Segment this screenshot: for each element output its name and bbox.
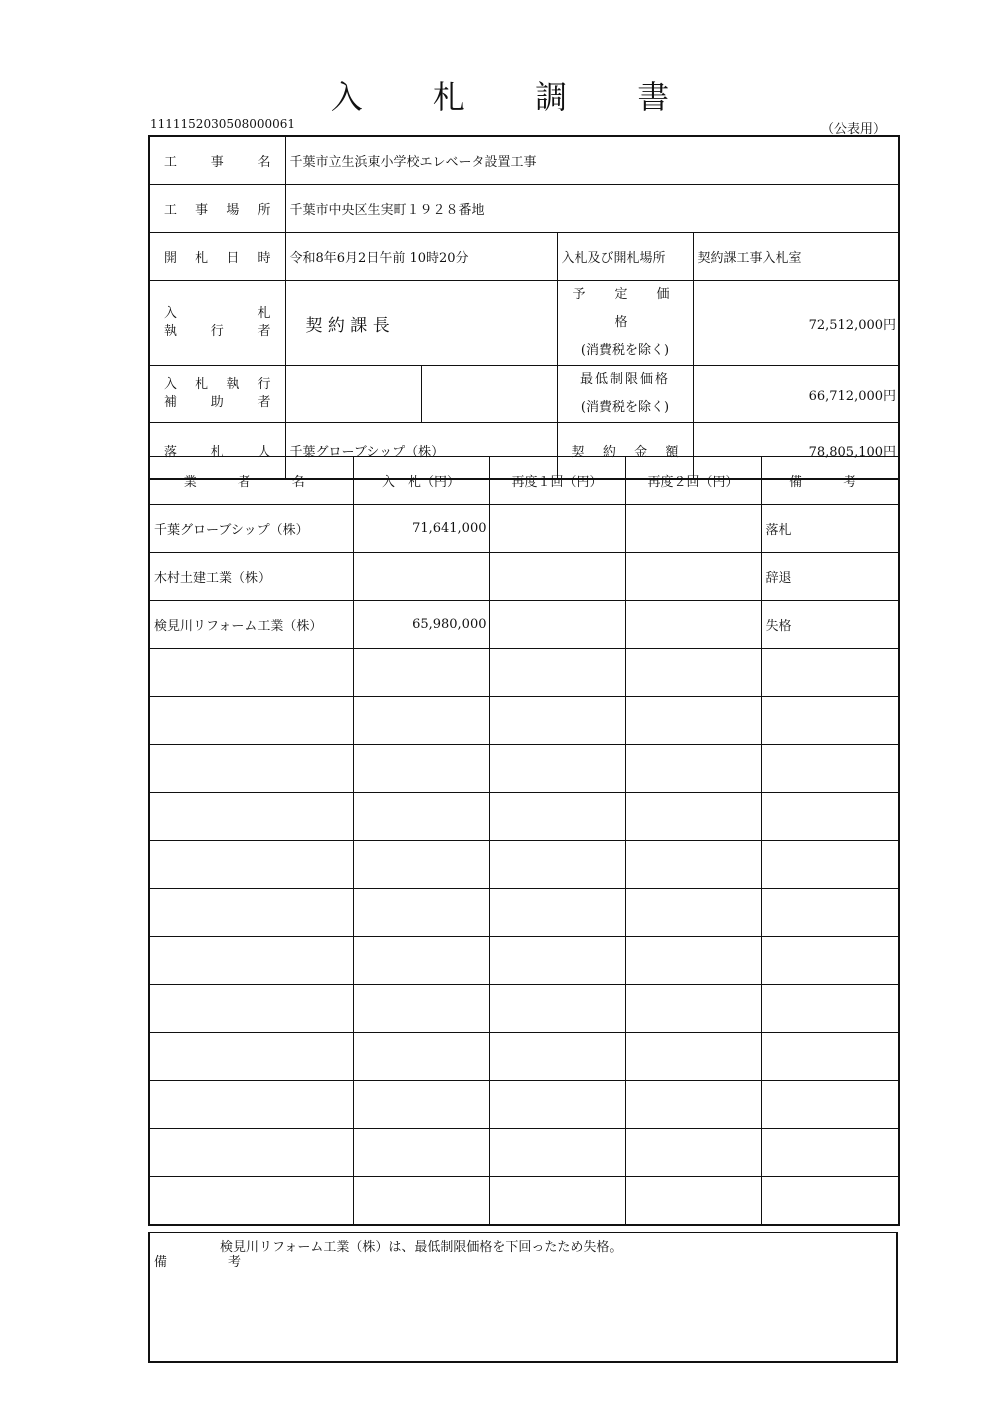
bid-bid-cell: 71,641,000 (353, 505, 489, 553)
planned-price-note: (消費税を除く) (580, 343, 670, 358)
assistant-label (149, 366, 285, 423)
work-place-value: 千葉市中央区生実町１９２８番地 (285, 185, 899, 233)
bid-rebid-1-cell (489, 889, 625, 937)
bid-remarks-cell (761, 745, 899, 793)
work-place-row (149, 185, 899, 233)
bid-remarks-cell (761, 649, 899, 697)
bid-company-cell (149, 649, 353, 697)
bid-company-cell (149, 745, 353, 793)
opening-row (149, 233, 899, 281)
remarks-label: 備 考 (154, 1255, 266, 1270)
bid-remarks-cell (761, 1033, 899, 1081)
bid-company-cell (149, 1033, 353, 1081)
bid-row (149, 1129, 899, 1177)
assistant-value-1 (285, 366, 421, 423)
bid-rebid-1-cell (489, 649, 625, 697)
header-bid-text: 入 札（円） (381, 475, 460, 490)
assistant-row (149, 366, 899, 423)
remarks-box (148, 1232, 898, 1363)
bid-remarks-cell (761, 889, 899, 937)
document-number: 1111152030508000061 (150, 117, 296, 131)
bid-remarks-cell (761, 1129, 899, 1177)
min-price-label (557, 366, 693, 423)
bid-company-cell: 検見川リフォーム工業（株） (149, 601, 353, 649)
header-remarks-text: 備 考 (789, 475, 871, 490)
bid-company-cell (149, 1081, 353, 1129)
bid-company-cell: 木村土建工業（株） (149, 553, 353, 601)
executor-value: 契 約 課 長 (285, 281, 557, 366)
info-table (148, 135, 900, 480)
assistant-value-2 (421, 366, 557, 423)
header-remarks (761, 457, 899, 505)
page-title: 入 札 調 書 (330, 78, 700, 116)
publication-label: （公表用） (820, 122, 886, 137)
bid-rebid-2-cell (625, 841, 761, 889)
bid-company-cell (149, 793, 353, 841)
bid-rebid-1-cell (489, 841, 625, 889)
bid-rebid-1-cell (489, 553, 625, 601)
bid-remarks-cell (761, 985, 899, 1033)
bid-rebid-1-cell (489, 505, 625, 553)
min-price-note: (消費税を除く) (580, 400, 670, 415)
work-name-label: 工 事 名 (149, 136, 285, 185)
contract-amount-value: 78,805,100円 (693, 423, 899, 480)
bid-row (149, 841, 899, 889)
planned-price-label (557, 281, 699, 366)
header-company (149, 457, 353, 505)
bid-company-cell (149, 985, 353, 1033)
bid-remarks-cell: 落札 (761, 505, 899, 553)
bid-rebid-2-cell (625, 1081, 761, 1129)
bid-remarks-cell (761, 937, 899, 985)
bid-row (149, 937, 899, 985)
bid-company-cell (149, 937, 353, 985)
contract-amount-label: 契 約 金 額 (557, 423, 693, 480)
bid-rebid-2-cell (625, 937, 761, 985)
winner-value: 千葉グローブシップ（株） (285, 423, 557, 480)
bid-rebid-2-cell (625, 697, 761, 745)
bid-row (149, 985, 899, 1033)
bid-row (149, 745, 899, 793)
bid-remarks-cell (761, 697, 899, 745)
bid-rebid-1-cell (489, 1081, 625, 1129)
bid-rebid-1-cell (489, 697, 625, 745)
bid-rebid-1-cell (489, 1129, 625, 1177)
bid-row (149, 1081, 899, 1129)
bid-bid-cell (353, 1129, 489, 1177)
executor-label-line1: 入 札 (164, 306, 271, 321)
bid-bid-cell (353, 985, 489, 1033)
bid-rebid-2-cell (625, 1129, 761, 1177)
bid-bid-cell (353, 937, 489, 985)
bid-bid-cell (353, 841, 489, 889)
bid-company-cell (149, 1129, 353, 1177)
bid-bid-cell (353, 1177, 489, 1226)
bid-bid-cell (353, 649, 489, 697)
bid-rebid-1-cell (489, 1033, 625, 1081)
bid-rebid-2-cell (625, 889, 761, 937)
bid-company-cell (149, 841, 353, 889)
bid-row (149, 889, 899, 937)
bid-row (149, 793, 899, 841)
bids-header-row (149, 457, 899, 505)
assistant-label-line2: 補 助 者 (164, 395, 271, 410)
bid-rebid-2-cell (625, 1177, 761, 1226)
header-company-text: 業 者 名 (183, 475, 319, 490)
bid-rebid-1-cell (489, 985, 625, 1033)
venue-value: 契約課工事入札室 (693, 233, 899, 281)
bid-bid-cell (353, 1081, 489, 1129)
bid-rebid-1-cell (489, 793, 625, 841)
bid-bid-cell (353, 1033, 489, 1081)
bid-rebid-2-cell (625, 793, 761, 841)
assistant-label-line1: 入 札 執 行 (164, 377, 271, 392)
bid-bid-cell (353, 793, 489, 841)
bid-rebid-2-cell (625, 745, 761, 793)
bid-remarks-cell (761, 793, 899, 841)
header-bid (353, 457, 489, 505)
bid-row (149, 1177, 899, 1226)
bid-remarks-cell (761, 1177, 899, 1226)
bid-rebid-2-cell (625, 505, 761, 553)
bid-bid-cell (353, 697, 489, 745)
executor-row (149, 281, 899, 366)
header-rebid-2-text: 再度２回（円） (647, 475, 739, 490)
bid-rebid-1-cell (489, 937, 625, 985)
bid-rebid-2-cell (625, 985, 761, 1033)
bid-company-cell (149, 1177, 353, 1226)
bid-rebid-2-cell (625, 601, 761, 649)
bid-rebid-1-cell (489, 601, 625, 649)
opening-value: 令和8年6月2日午前 10時20分 (285, 233, 557, 281)
bid-row (149, 697, 899, 745)
header-rebid-1 (489, 457, 625, 505)
bid-row (149, 553, 899, 601)
min-price-value: 66,712,000円 (693, 366, 899, 423)
bid-rebid-1-cell (489, 745, 625, 793)
bid-remarks-cell: 辞退 (761, 553, 899, 601)
bids-table (148, 456, 900, 1226)
bid-rebid-1-cell (489, 1177, 625, 1226)
bid-company-cell: 千葉グローブシップ（株） (149, 505, 353, 553)
work-name-row (149, 136, 899, 185)
bid-row (149, 601, 899, 649)
bid-company-cell (149, 889, 353, 937)
executor-label (149, 281, 285, 366)
header-rebid-1-text: 再度１回（円） (511, 475, 603, 490)
header-rebid-2 (625, 457, 761, 505)
bid-remarks-cell (761, 1081, 899, 1129)
bid-bid-cell (353, 553, 489, 601)
opening-label: 開 札 日 時 (149, 233, 285, 281)
bid-remarks-cell: 失格 (761, 601, 899, 649)
venue-label: 入札及び開札場所 (557, 233, 693, 281)
min-price-label-text: 最低制限価格 (579, 372, 670, 387)
bid-bid-cell (353, 889, 489, 937)
winner-label: 落 札 人 (149, 423, 285, 480)
bid-row (149, 1033, 899, 1081)
remarks-text: 検見川リフォーム工業（株）は、最低制限価格を下回ったため失格。 (220, 1240, 623, 1255)
bid-bid-cell (353, 745, 489, 793)
bid-remarks-cell (761, 841, 899, 889)
bid-row (149, 649, 899, 697)
executor-label-line2: 執 行 者 (164, 324, 271, 339)
bid-rebid-2-cell (625, 1033, 761, 1081)
bid-rebid-2-cell (625, 553, 761, 601)
bid-company-cell (149, 697, 353, 745)
bid-rebid-2-cell (625, 649, 761, 697)
bid-bid-cell: 65,980,000 (353, 601, 489, 649)
bids-body (149, 457, 899, 1226)
work-name-value: 千葉市立生浜東小学校エレベータ設置工事 (285, 136, 899, 185)
bid-row (149, 505, 899, 553)
work-place-label: 工 事 場 所 (149, 185, 285, 233)
planned-price-value: 72,512,000円 (693, 281, 899, 366)
planned-price-label-text: 予 定 価 格 (572, 287, 699, 330)
